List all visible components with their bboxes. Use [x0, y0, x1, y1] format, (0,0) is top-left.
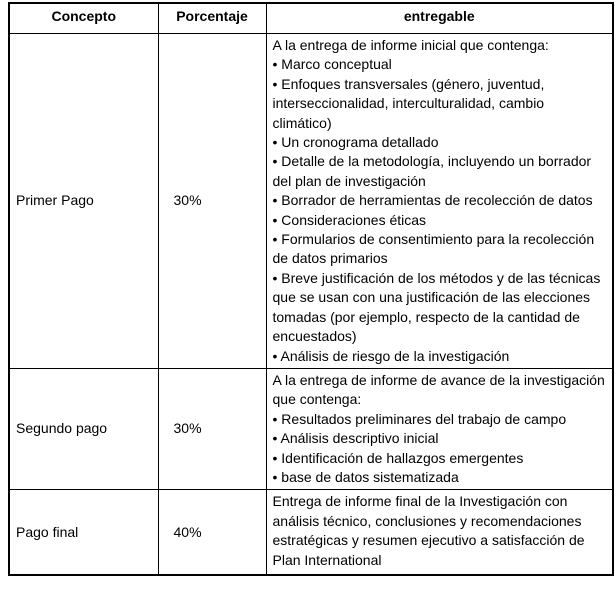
entregable-line: • Análisis descriptivo inicial [272, 430, 439, 447]
payment-schedule-table [8, 2, 614, 576]
concepto-cell: Pago final [9, 490, 158, 576]
column-header-concepto: Concepto [9, 3, 158, 34]
column-header-entregable: entregable [266, 3, 613, 34]
entregable-line: • Resultados preliminares del trabajo de campo [272, 410, 567, 427]
porcentaje-cell: 30% [158, 34, 266, 369]
entregable-line: • Marco conceptual [272, 56, 392, 73]
column-header-porcentaje: Porcentaje [158, 3, 266, 34]
table-header-row [9, 3, 613, 34]
entregable-cell [266, 490, 613, 576]
entregable-line: A la entrega de informe de avance de la investigación que contenga: [272, 371, 605, 408]
entregable-line: • Un cronograma detallado [272, 134, 439, 151]
table-row-segundo-pago [9, 368, 613, 489]
entregable-line: • Formularios de consentimiento para la recolección de datos primarios [272, 231, 595, 267]
porcentaje-cell: 40% [158, 490, 266, 576]
concepto-cell: Primer Pago [9, 34, 158, 369]
entregable-line: • base de datos sistematizada [272, 468, 459, 485]
entregable-line: • Borrador de herramientas de recolección de datos [272, 192, 593, 209]
entregable-line: • Detalle de la metodología, incluyendo un borrador del plan de investigación [272, 153, 592, 189]
entregable-line: • Análisis de riesgo de la investigación [272, 347, 510, 364]
concepto-cell: Segundo pago [9, 368, 158, 489]
entregable-cell [266, 368, 613, 489]
table-row-primer-pago [9, 34, 613, 369]
entregable-line: • Enfoques transversales (género, juventud, interseccionalidad, interculturalidad, cambio climático) [272, 75, 545, 131]
entregable-line: A la entrega de informe inicial que contenga: [272, 37, 549, 53]
entregable-line: Entrega de informe final de la Investigación con análisis técnico, conclusiones y recomendaciones estratégicas y resumen ejecutivo a satisfacción de Plan International [272, 493, 585, 568]
entregable-line: • Consideraciones éticas [272, 211, 427, 228]
entregable-line: • Identificación de hallazgos emergentes [272, 449, 524, 466]
porcentaje-cell: 30% [158, 368, 266, 489]
entregable-cell [266, 34, 613, 369]
entregable-line: • Breve justificación de los métodos y de las técnicas que se usan con una justificación de las elecciones tomadas (por ejemplo, respecto de la cantidad de encuestados) [272, 269, 601, 345]
table-row-pago-final [9, 490, 613, 576]
